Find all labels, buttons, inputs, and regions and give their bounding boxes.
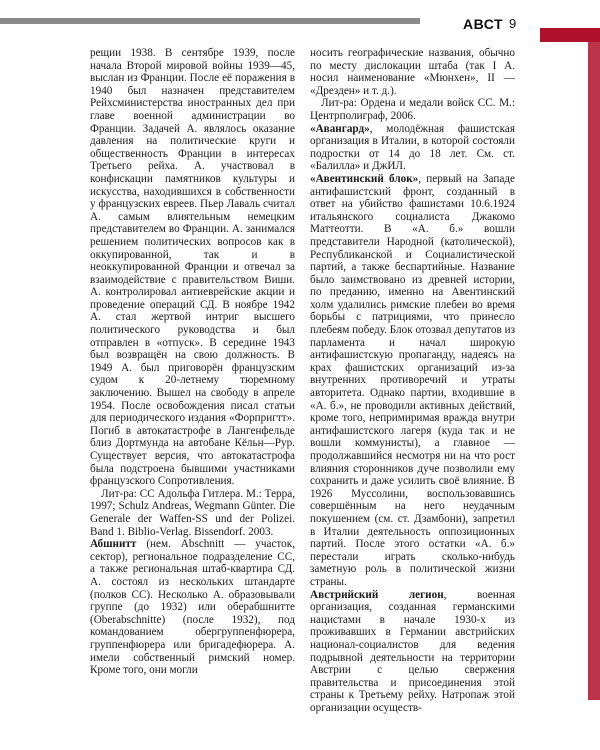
headword-abschnitt: Абшнитт: [90, 538, 137, 551]
entry-text-aventine: , первый на Западе антифашистский фронт, созданный в ответ на убийство фашистами 10.6.1924 итальянского социалиста Джакомо Маттеотти. В «А. б.» вошли представители Народной (католической), Республиканской и Социалистической партий, а также беспартийные. Название было заимствовано из древней истории, по преданию, именно на Авентинский холм удалились римские плебеи во время борьбы с патрициями, что принесло плебеям победу. Блок отозвал депутатов из парламента и начал широкую антифашистскую пропаганду, надеясь на крах фашистских организаций из-за внутренних противоречий и утраты авторитета. Однако партии, входившие в «А. б.», не проводили активных действий, кроме того, непримиримая вражда внутри антифашистского лагеря (куда так и не вошли коммунисты), а главное — продолжавшийся несмотря ни на что рост влияния сторонников дуче позволили ему сохранить и даже усилить своё влияние. В 1926 Муссолини, воспользовавшись совершённым на него неудачным покушением (см. ст. Дзамбони), запретил в Италии деятельность оппозиционных партий. После этого остатки «А. б.» перестали играть сколько-нибудь заметную роль в политической жизни страны.: [310, 172, 515, 588]
entry-legion: [310, 589, 515, 715]
left-column: [90, 47, 295, 677]
header-rule: [0, 18, 420, 24]
entry-text-abetz: рещии 1938. В сентябре 1939, после начала Второй мировой войны 1939—45, выслан из Франции. После её поражения в 1940 был назначен представителем Рейхсминистерства иностранных дел при главе военной администрации во Франции. Задачей А. являлось оказание давления на политические круги и общественность Франции в интересах Третьего рейха. А. участвовал в конфискации памятников культуры и искусства, находившихся в собственности у французских евреев. Пьер Лаваль считал А. самым влиятельным немецким представителем во Франции. А. занимался решением политических вопросов как в оккупированной, так и в неоккупированной Франции и отвечал за взаимодействие с правительством Виши. А. контролировал антиеврейские акции и проведение операций СД. В ноябре 1942 А. стал жертвой интриг высшего политического руководства и был отправлен в «отпуск». В середине 1943 был возвращён на свою должность. В 1949 А. был приговорён французским судом к 20-летнему тюремному заключению. Вышел на свободу в апреле 1954. После освобождения писал статьи для периодического издания «Форпригтт». Погиб в автокатастрофе в Лангенфельде близ Дортмунда на автобане Кёльн—Рур. Существует версия, что автокатастрофа была подстроена бывшими участниками французского Сопротивления.: [90, 47, 295, 488]
headword-legion: Австрийский легион: [310, 588, 444, 601]
entry-avangard: [310, 123, 515, 173]
right-column: [310, 47, 515, 714]
red-edge-strip: [588, 40, 600, 700]
entry-abschnitt: [90, 538, 295, 677]
running-head: АВСТ: [463, 16, 504, 32]
page-number: 9: [509, 16, 517, 31]
literature-abschnitt: Лит-ра: Ордена и медали войск СС. М.: Центрполиграф, 2006.: [310, 97, 515, 122]
entry-text-legion: , военная организация, созданная германскими нацистами в начале 1930-х из проживавших в Германии австрийских национал-социалистов для ведения подрывной деятельности на территории Австрии с целью свержения правительства и присоединения этой страны к Третьему рейху. Натропаж этой организации осуществ-: [310, 588, 515, 714]
literature-abetz: Лит-ра: СС Адольфа Гитлера. М.: Терра, 1997; Schulz Andreas, Wegmann Günter. Die Generale der Waffen-SS und der Polizei. Band 1. Biblio-Verlag. Bissendorf. 2003.: [90, 487, 295, 538]
entry-aventine: [310, 173, 515, 589]
headword-avangard: «Авангард»: [310, 122, 370, 135]
entry-text-avangard: , молодёжная фашистская организация в Италии, в которой состояли подростки от 14 до 18 лет. См. ст. «Балилла» и ДжИЛ.: [310, 122, 515, 173]
entry-text-abschnitt: (нем. Abschnitt — участок, сектор), региональное подразделение СС, а также региональная штаб-квартира СД. А. состоял из нескольких штандарте (полков СС). Несколько А. образовывали группе (до 1932) или оберабшнитте (Oberabschnitte) (после 1932), под командованием обергруппенфюрера, группенфюрера или бригадефюрера. А. имели собственный римский номер. Кроме того, они могли: [90, 538, 295, 677]
headword-aventine: «Авентинский блок»: [310, 172, 419, 185]
continuation-text: носить географические названия, обычно по месту дислокации штаба (так I А. носил наименование «Мюнхен», II — «Дрезден» и т. д.).: [310, 47, 515, 97]
